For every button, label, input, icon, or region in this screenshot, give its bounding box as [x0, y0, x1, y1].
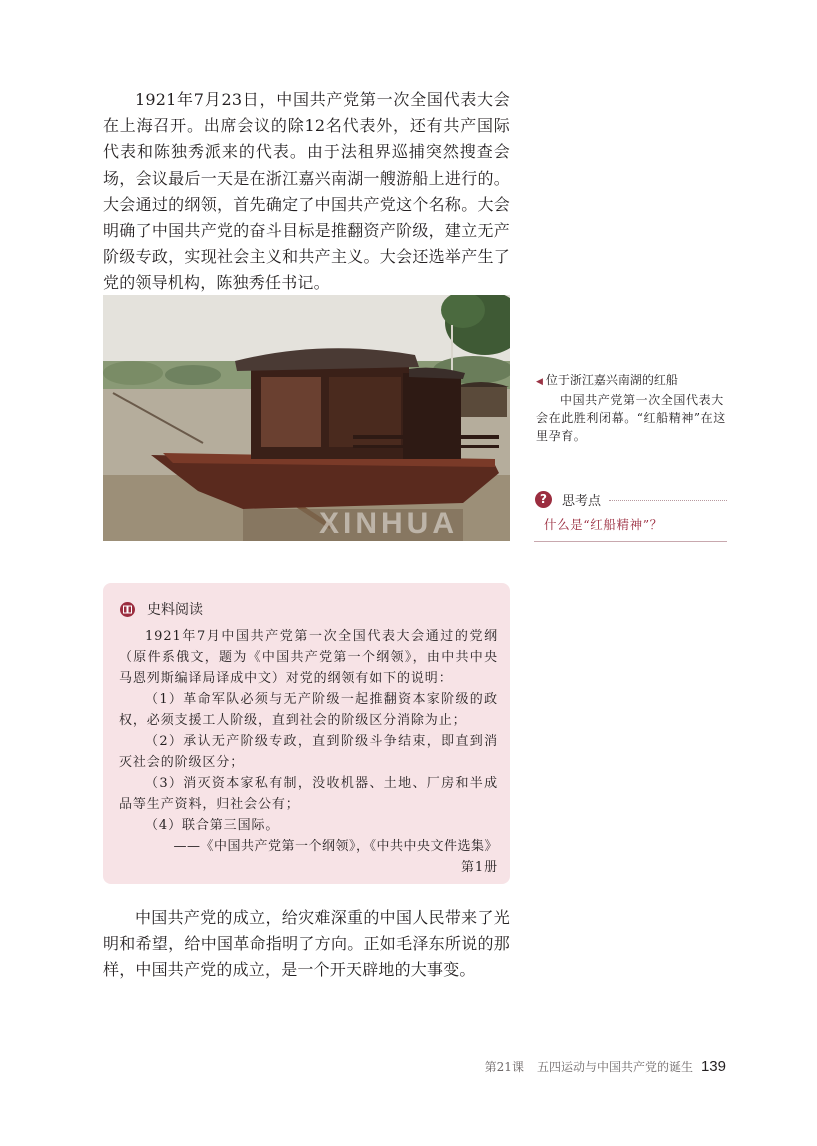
source-reading-box — [103, 583, 510, 884]
source-intro: 1921年7月中国共产党第一次全国代表大会通过的党纲（原件系俄文，题为《中国共产党第一个纲领》，由中共中央马恩列斯编译局译成中文）对党的纲领有如下的说明： — [119, 629, 498, 686]
source-item: （3）消灭资本家私有制，没收机器、土地、厂房和半成品等生产资料，归社会公有； — [119, 776, 498, 812]
red-boat-photo — [103, 295, 510, 541]
source-item: （4）联合第三国际。 — [145, 818, 280, 833]
intro-paragraph: 1921年7月23日，中国共产党第一次全国代表大会在上海召开。出席会议的除12名代表外，还有共产国际代表和陈独秀派来的代表。由于法租界巡捕突然搜查会场，会议最后一天是在浙江嘉兴南湖一艘游船上进行的。大会通过的纲领，首先确定了中国共产党这个名称。大会明确了中国共产党的奋斗目标是推翻资产阶级，建立无产阶级专政，实现社会主义和共产主义。大会还选举产生了党的领导机构，陈独秀任书记。 — [103, 90, 510, 293]
source-item: （1）革命军队必须与无产阶级一起推翻资本家阶级的政权，必须支援工人阶级，直到社会的阶级区分消除为止； — [119, 692, 498, 728]
page-footer — [485, 1058, 726, 1075]
source-citation: ——《中国共产党第一个纲领》，《中共中央文件选集》 — [173, 839, 498, 854]
divider — [609, 500, 727, 501]
book-icon — [120, 602, 135, 617]
conclusion-paragraph: 中国共产党的成立，给灾难深重的中国人民带来了光明和希望，给中国革命指明了方向。正如毛泽东所说的那样，中国共产党的成立，是一个开天辟地的大事变。 — [103, 908, 510, 980]
caption-title-text: 位于浙江嘉兴南湖的红船 — [545, 373, 678, 387]
source-item: （2）承认无产阶级专政，直到阶级斗争结束，即直到消灭社会的阶级区分； — [119, 734, 498, 770]
photo-watermark: XINHUA — [319, 507, 459, 540]
page-number: 139 — [700, 1058, 726, 1075]
source-box-title: 史料阅读 — [147, 602, 203, 618]
caption-description: 中国共产党第一次全国代表大会在此胜利闭幕。“红船精神”在这里孕育。 — [536, 393, 726, 443]
lesson-title: 五四运动与中国共产党的诞生 — [536, 1060, 693, 1074]
caption-triangle-icon: ◀ — [536, 377, 543, 387]
divider — [534, 541, 727, 542]
think-point — [534, 488, 727, 542]
question-icon: ? — [535, 491, 552, 508]
caption-title — [536, 371, 728, 391]
think-point-label: 思考点 — [562, 493, 602, 509]
lesson-number: 第21课 — [484, 1060, 524, 1074]
photo-caption — [536, 371, 728, 445]
think-point-question: 什么是“红船精神”？ — [544, 517, 663, 532]
source-volume: 第1册 — [461, 860, 498, 875]
